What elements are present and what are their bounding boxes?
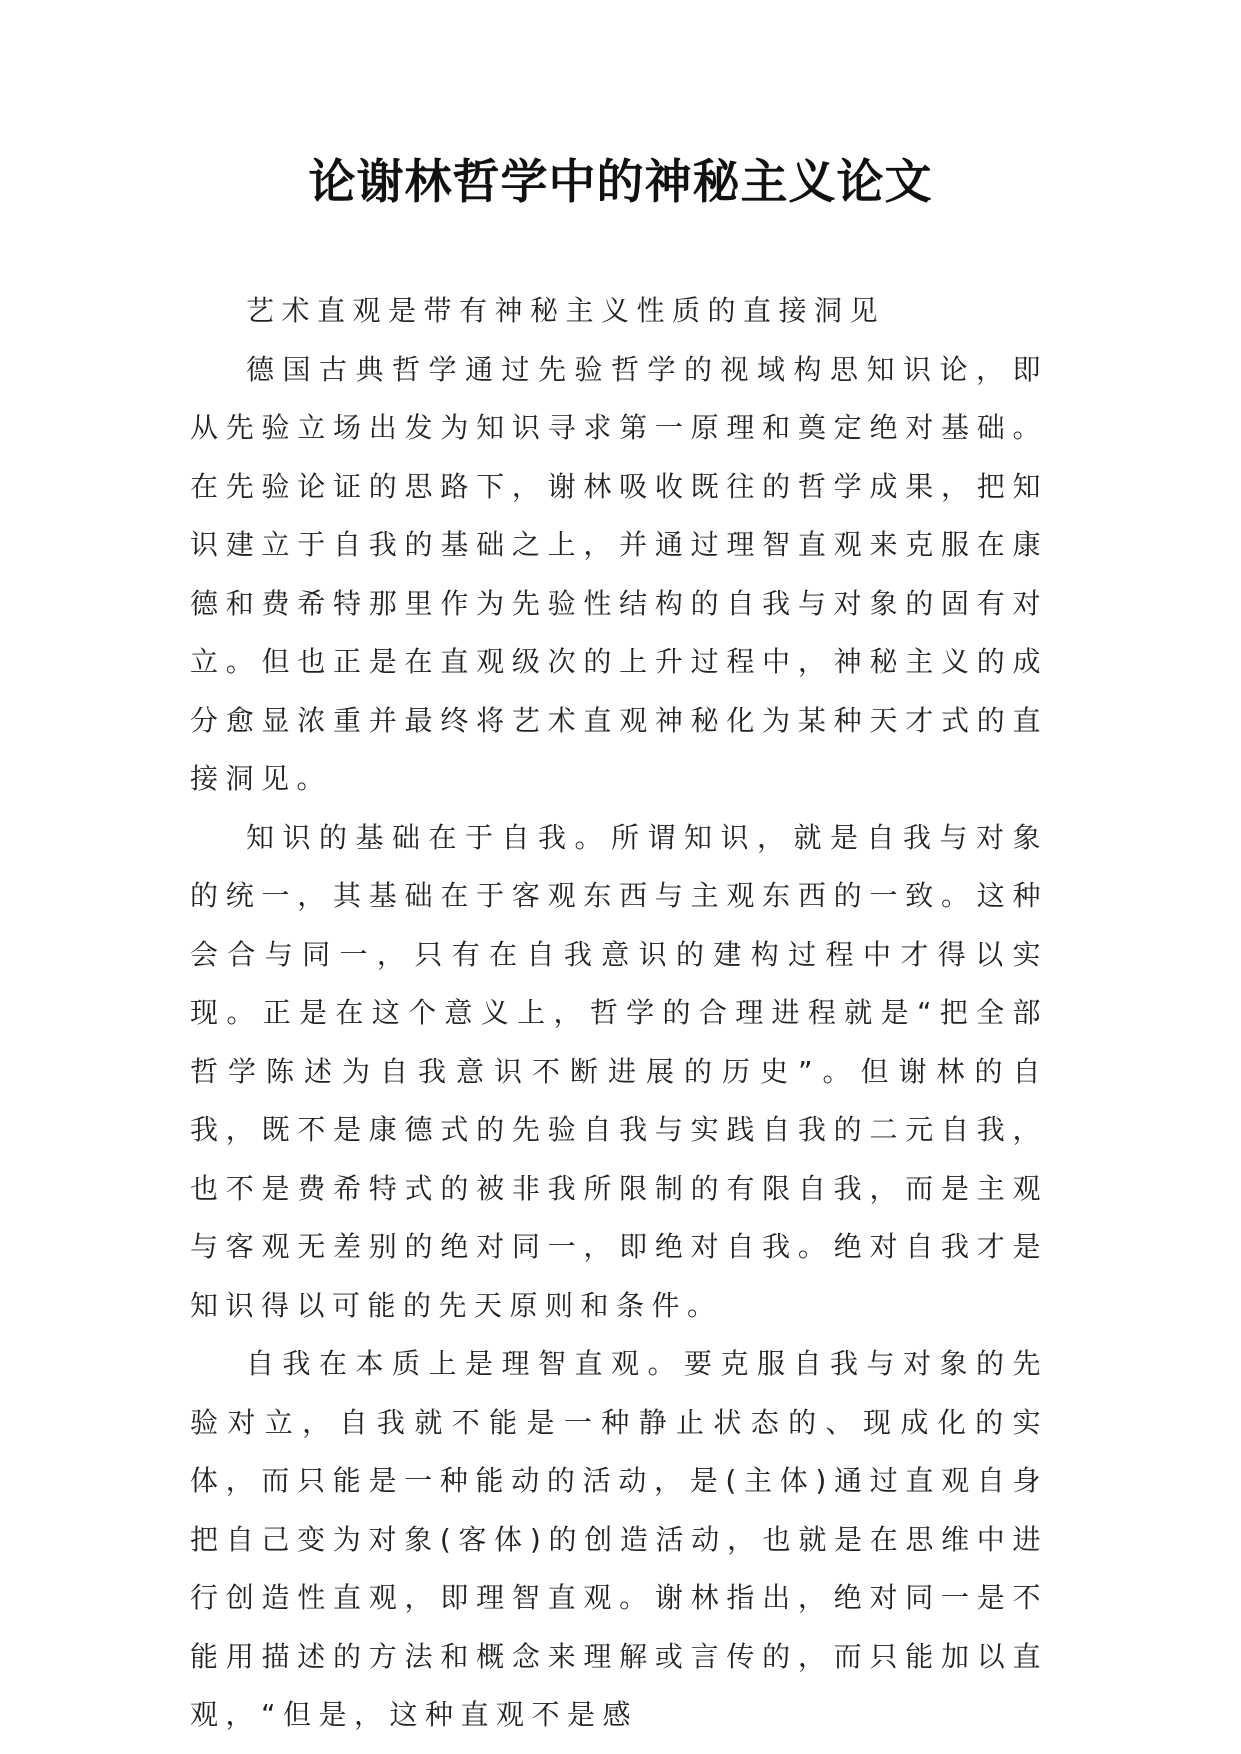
paragraph: 知识的基础在于自我。所谓知识，就是自我与对象的统一，其基础在于客观东西与主观东西的一致。这种会合与同一，只有在自我意识的建构过程中才得以实现。正是在这个意义上，哲学的合理进程就是“把全部哲学陈述为自我意识不断进展的历史”。但谢林的自我，既不是康德式的先验自我与实践自我的二元自我，也不是费希特式的被非我所限制的有限自我，而是主观与客观无差别的绝对同一，即绝对自我。绝对自我才是知识得以可能的先天原则和条件。	[190, 820, 1048, 1322]
paragraph-subheading: 艺术直观是带有神秘主义性质的直接洞见	[246, 294, 886, 327]
paragraph: 自我在本质上是理智直观。要克服自我与对象的先验对立，自我就不能是一种静止状态的、现成化的实体，而只能是一种能动的活动，是(主体)通过直观自身把自己变为对象(客体)的创造活动，也就是在思维中进行创造性直观，即理智直观。谢林指出，绝对同一是不能用描述的方法和概念来理解或言传的，而只能加以直观，“但是，这种直观不是感	[190, 1347, 1048, 1731]
document-body	[190, 282, 1048, 1745]
document-title: 论谢林哲学中的神秘主义论文	[308, 155, 933, 210]
paragraph: 德国古典哲学通过先验哲学的视域构思知识论，即从先验立场出发为知识寻求第一原理和奠定绝对基础。在先验论证的思路下，谢林吸收既往的哲学成果，把知识建立于自我的基础之上，并通过理智直观来克服在康德和费希特那里作为先验性结构的自我与对象的固有对立。但也正是在直观级次的上升过程中，神秘主义的成分愈显浓重并最终将艺术直观神秘化为某种天才式的直接洞见。	[190, 352, 1048, 795]
